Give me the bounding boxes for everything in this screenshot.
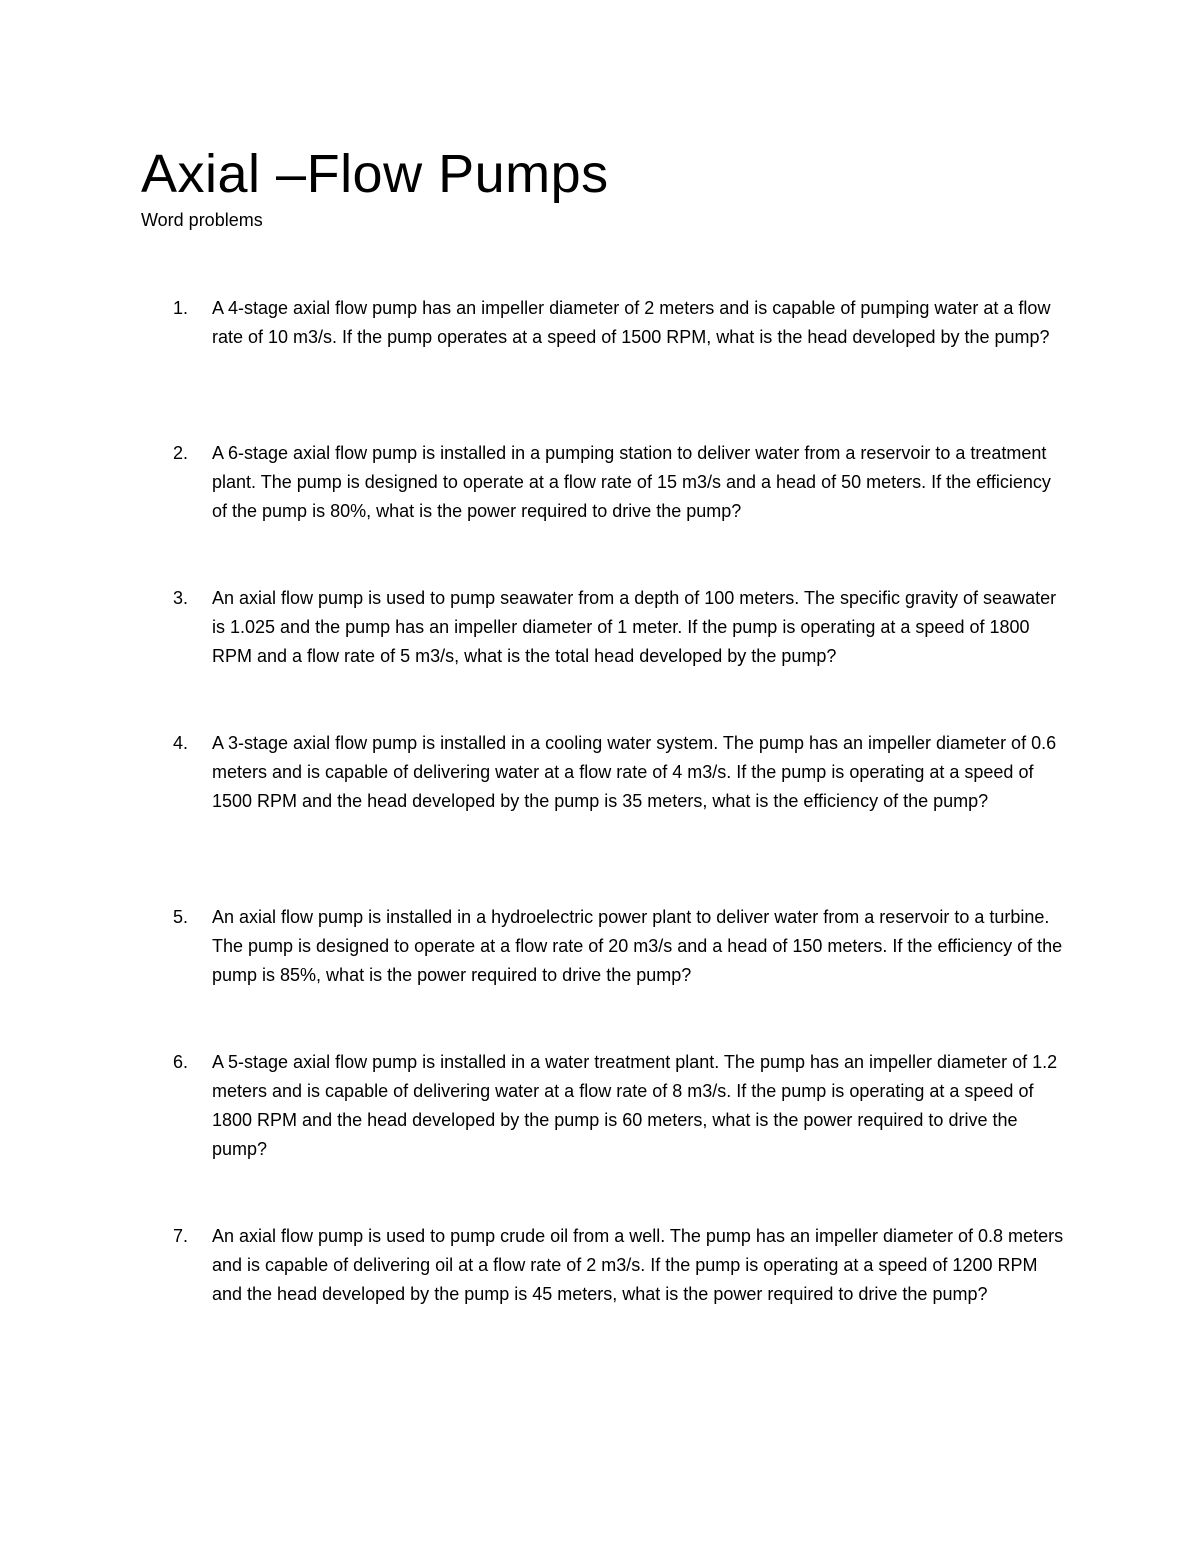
problem-text: A 5-stage axial flow pump is installed in a water treatment plant. The pump has an impeller diameter of 1.2 meters and is capable of delivering water at a flow rate of 8 m3/s. If the pump is operating at a speed of 1800 RPM and the head developed by the pump is 60 meters, what is the power required to drive the pump?: [212, 1052, 1058, 1159]
problem-text: An axial flow pump is installed in a hydroelectric power plant to deliver water from a reservoir to a turbine. The pump is designed to operate at a flow rate of 20 m3/s and a head of 150 meters. If the efficiency of the pump is 85%, what is the power required to drive the pump?: [212, 907, 1063, 985]
problem-number: 4.: [173, 733, 189, 753]
problem-text: A 3-stage axial flow pump is installed in a cooling water system. The pump has an impeller diameter of 0.6 meters and is capable of delivering water at a flow rate of 4 m3/s. If the pump is operating at a speed of 1500 RPM and the head developed by the pump is 35 meters, what is the efficiency of the pump?: [212, 733, 1057, 811]
problem-number: 7.: [173, 1226, 189, 1246]
problem-text: A 6-stage axial flow pump is installed in a pumping station to deliver water from a reservoir to a treatment plant. The pump is designed to operate at a flow rate of 15 m3/s and a head of 50 meters. If the efficiency of the pump is 80%, what is the power required to drive the pump?: [212, 443, 1051, 521]
problem-text: An axial flow pump is used to pump crude oil from a well. The pump has an impeller diameter of 0.8 meters and is capable of delivering oil at a flow rate of 2 m3/s. If the pump is operating at a speed of 1200 RPM and the head developed by the pump is 45 meters, what is the power required to drive the pump?: [212, 1226, 1064, 1304]
problem-number: 3.: [173, 588, 189, 608]
problem-text: A 4-stage axial flow pump has an impeller diameter of 2 meters and is capable of pumping water at a flow rate of 10 m3/s. If the pump operates at a speed of 1500 RPM, what is the head developed by the pump?: [212, 298, 1051, 347]
problem-number: 6.: [173, 1052, 189, 1072]
problem-text: An axial flow pump is used to pump seawater from a depth of 100 meters. The specific gravity of seawater is 1.025 and the pump has an impeller diameter of 1 meter. If the pump is operating at a speed of 1800 RPM and a flow rate of 5 m3/s, what is the total head developed by the pump?: [212, 588, 1057, 666]
problem-number: 1.: [173, 298, 189, 318]
document-title: Axial –Flow Pumps: [141, 144, 609, 204]
problem-number: 2.: [173, 443, 189, 463]
document-subtitle: Word problems: [141, 210, 263, 230]
problem-number: 5.: [173, 907, 189, 927]
